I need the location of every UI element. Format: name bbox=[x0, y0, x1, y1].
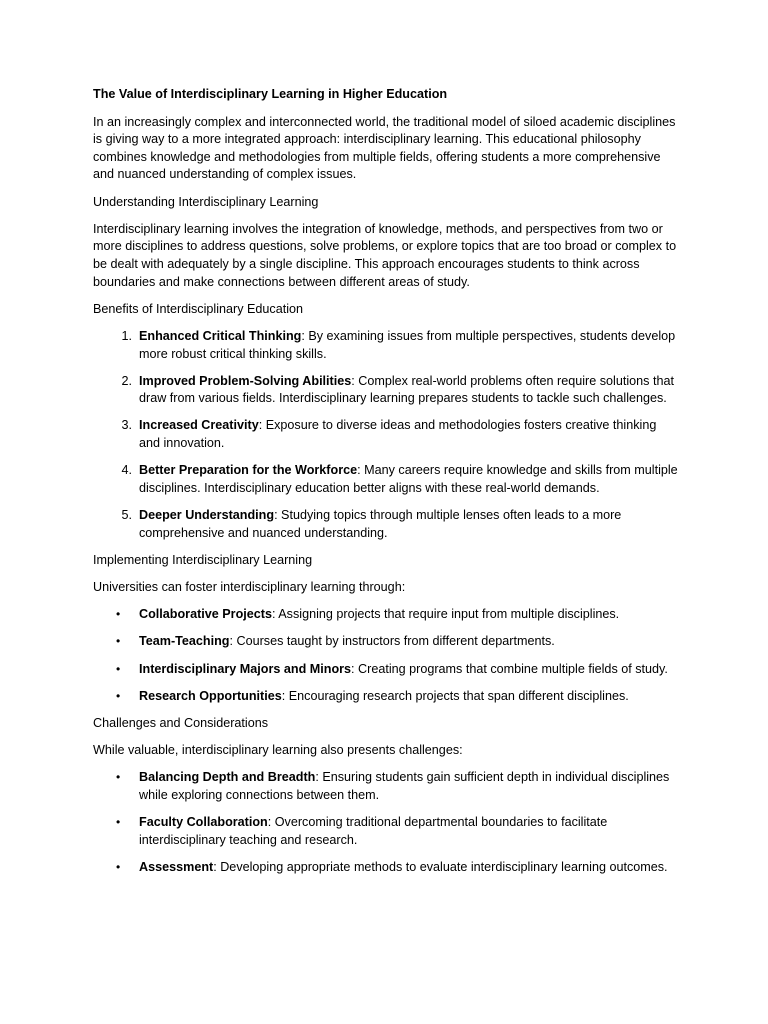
bullet-icon: • bbox=[116, 634, 121, 649]
list-item bbox=[116, 859, 678, 877]
list-item-text: : Many careers require knowledge and skills from multiple disciplines. Interdisciplinary education better aligns with these real-world demands. bbox=[139, 463, 678, 495]
list-number: 2. bbox=[121, 373, 132, 388]
list-item-text: : Creating programs that combine multiple fields of study. bbox=[351, 661, 668, 676]
list-item-term: Increased Creativity bbox=[139, 418, 259, 433]
challenges-lead: While valuable, interdisciplinary learning also presents challenges: bbox=[93, 743, 463, 758]
list-item bbox=[121, 417, 678, 452]
list-item-term: Deeper Understanding bbox=[139, 508, 275, 523]
list-item-term: Research Opportunities bbox=[139, 688, 282, 703]
list-item-term: Enhanced Critical Thinking bbox=[139, 328, 302, 343]
list-item-text: : Assigning projects that require input from multiple disciplines. bbox=[271, 607, 620, 622]
list-item-term: Team-Teaching bbox=[139, 634, 230, 649]
list-item bbox=[116, 661, 678, 679]
list-number: 1. bbox=[121, 328, 132, 343]
list-item bbox=[121, 373, 678, 408]
benefits-list bbox=[93, 328, 678, 542]
list-item-term: Improved Problem-Solving Abilities bbox=[139, 373, 352, 388]
bullet-icon: • bbox=[116, 770, 121, 785]
list-item-text: : Encouraging research projects that span different disciplines. bbox=[281, 688, 629, 703]
list-item bbox=[116, 606, 678, 624]
list-item-text: : Exposure to diverse ideas and methodologies fosters creative thinking and innovation. bbox=[139, 418, 657, 451]
section-heading-challenges: Challenges and Considerations bbox=[93, 715, 269, 730]
document-title: The Value of Interdisciplinary Learning in Higher Education bbox=[93, 87, 448, 101]
bullet-icon: • bbox=[116, 661, 121, 676]
understanding-paragraph: Interdisciplinary learning involves the integration of knowledge, methods, and perspectives from two or more disciplines to address questions, solve problems, or explore topics that are too broad or complex to be dealt with adequately by a single discipline. This approach encourages students to think across boundaries and make connections between different areas of study. bbox=[93, 221, 677, 289]
section-heading-implementing: Implementing Interdisciplinary Learning bbox=[93, 552, 313, 567]
list-item bbox=[116, 688, 678, 706]
list-item-text: : By examining issues from multiple perspectives, students develop more robust critical thinking skills. bbox=[139, 328, 676, 361]
list-number: 4. bbox=[121, 463, 132, 478]
list-item bbox=[121, 462, 678, 497]
list-number: 5. bbox=[121, 508, 132, 523]
list-number: 3. bbox=[121, 418, 132, 433]
list-item-text: : Studying topics through multiple lenses often leads to a more comprehensive and nuanced understanding. bbox=[139, 508, 622, 540]
bullet-icon: • bbox=[116, 688, 121, 703]
list-item-text: : Overcoming traditional departmental boundaries to facilitate interdisciplinary teaching and research. bbox=[139, 815, 608, 847]
list-item bbox=[116, 633, 678, 651]
list-item bbox=[121, 507, 678, 542]
implementing-lead: Universities can foster interdisciplinary learning through: bbox=[93, 580, 406, 594]
list-item-text: : Ensuring students gain sufficient depth in individual disciplines while exploring connections between them. bbox=[139, 770, 670, 802]
intro-paragraph: In an increasingly complex and interconnected world, the traditional model of siloed academic disciplines is giving way to a more integrated approach: interdisciplinary learning. This educational philosophy combines knowledge and methodologies from multiple fields, offering students a more comprehensive and nuanced understanding of complex issues. bbox=[93, 114, 676, 182]
list-item-text: : Complex real-world problems often require solutions that draw from various fields. Interdisciplinary learning prepares students to tackle such challenges. bbox=[139, 373, 674, 406]
list-item bbox=[121, 328, 678, 363]
section-heading-benefits: Benefits of Interdisciplinary Education bbox=[93, 301, 304, 316]
list-item-term: Balancing Depth and Breadth bbox=[139, 770, 316, 785]
document-page bbox=[93, 86, 678, 886]
bullet-icon: • bbox=[116, 815, 121, 830]
bullet-icon: • bbox=[116, 607, 121, 622]
list-item-term: Faculty Collaboration bbox=[139, 815, 268, 830]
list-item bbox=[116, 769, 678, 804]
list-item-term: Better Preparation for the Workforce bbox=[139, 463, 358, 478]
section-heading-understanding: Understanding Interdisciplinary Learning bbox=[93, 194, 319, 209]
list-item-term: Assessment bbox=[139, 859, 214, 874]
list-item-text: : Developing appropriate methods to evaluate interdisciplinary learning outcomes. bbox=[213, 859, 668, 874]
list-item-term: Collaborative Projects bbox=[139, 607, 272, 622]
list-item bbox=[116, 814, 678, 849]
list-item-text: : Courses taught by instructors from different departments. bbox=[229, 634, 555, 649]
challenges-list bbox=[93, 769, 678, 876]
list-item-term: Interdisciplinary Majors and Minors bbox=[139, 661, 352, 676]
implementing-list bbox=[93, 606, 678, 705]
bullet-icon: • bbox=[116, 859, 121, 874]
